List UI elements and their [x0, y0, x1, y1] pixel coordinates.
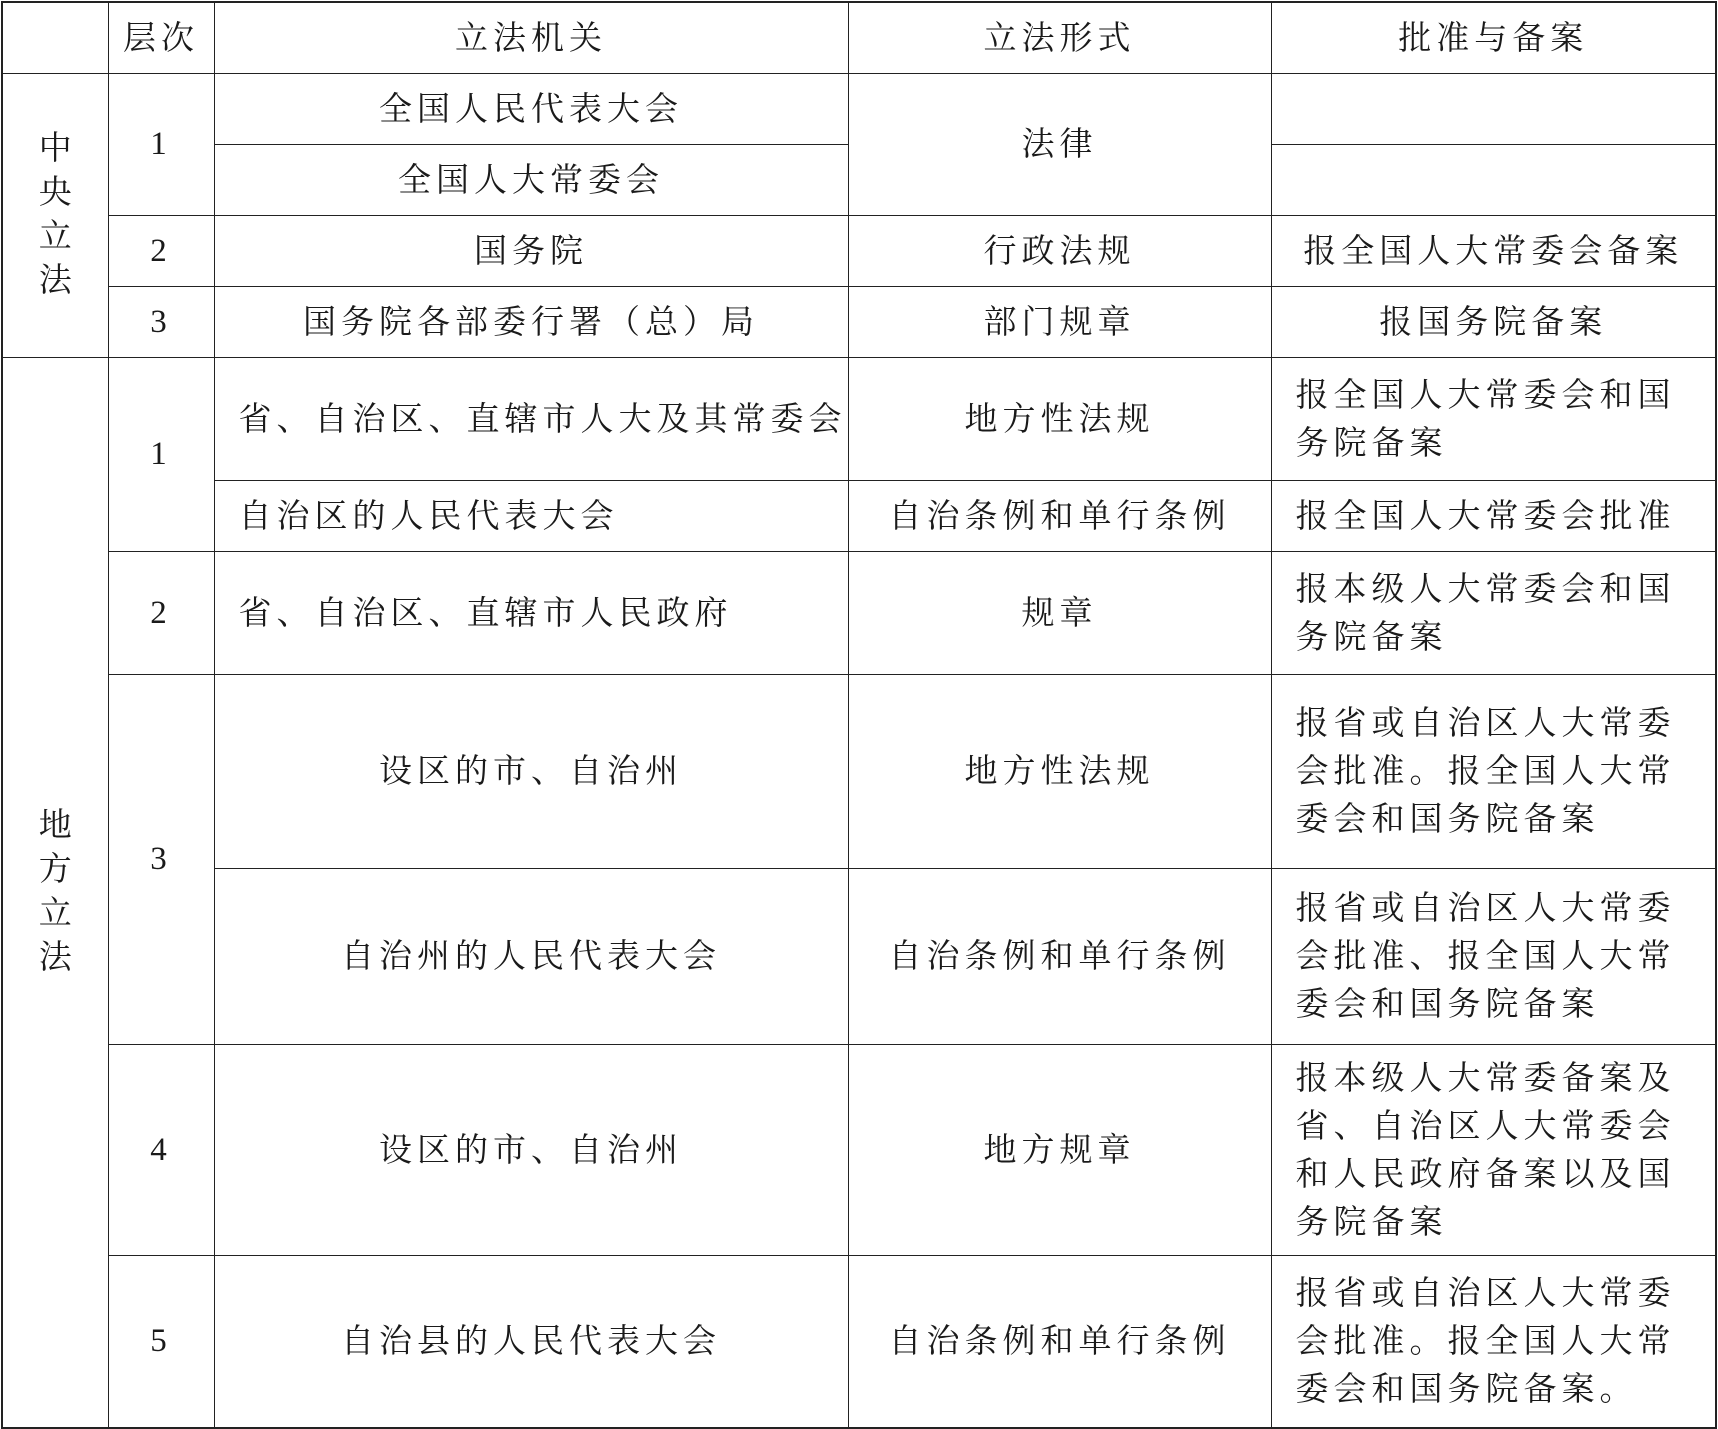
local-group-label: 地方立法 [38, 805, 72, 977]
table-row [2, 480, 1716, 551]
central-form-dept-rules: 部门规章 [848, 286, 1271, 357]
table-row [2, 868, 1716, 1044]
local-level-1: 1 [108, 357, 214, 551]
table-row [2, 286, 1716, 357]
table-row [2, 215, 1716, 286]
local-organ-autonomous-county-congress: 自治县的人民代表大会 [214, 1255, 848, 1428]
header-approval: 批准与备案 [1271, 2, 1716, 73]
header-blank-cell [2, 2, 108, 73]
central-group-cell [2, 73, 108, 357]
local-form-local-reg-3: 地方性法规 [848, 674, 1271, 868]
local-level-2: 2 [108, 551, 214, 674]
local-group-cell [2, 357, 108, 1428]
central-approval-npcsc [1271, 144, 1716, 215]
local-level-3: 3 [108, 674, 214, 1044]
local-level-4: 4 [108, 1044, 214, 1255]
table-row [2, 551, 1716, 674]
central-organ-npcsc: 全国人大常委会 [214, 144, 848, 215]
local-form-local-rules: 地方规章 [848, 1044, 1271, 1255]
central-approval-npc [1271, 73, 1716, 144]
header-organ: 立法机关 [214, 2, 848, 73]
central-organ-npc: 全国人民代表大会 [214, 73, 848, 144]
header-form: 立法形式 [848, 2, 1271, 73]
local-form-autonomy-reg-1: 自治条例和单行条例 [848, 480, 1271, 551]
local-approval-autonomous-prefecture: 报省或自治区人大常委会批准、报全国人大常委会和国务院备案 [1271, 868, 1716, 1044]
local-organ-districted-city-gov: 设区的市、自治州 [214, 1044, 848, 1255]
central-organ-state-council: 国务院 [214, 215, 848, 286]
header-row [2, 2, 1716, 73]
local-approval-districted-city-gov: 报本级人大常委备案及省、自治区人大常委会和人民政府备案以及国务院备案 [1271, 1044, 1716, 1255]
local-approval-provincial-congress: 报全国人大常委会和国务院备案 [1271, 357, 1716, 480]
central-level-1: 1 [108, 73, 214, 215]
local-organ-provincial-congress: 省、自治区、直辖市人大及其常委会 [214, 357, 848, 480]
local-approval-autonomous-region: 报全国人大常委会批准 [1271, 480, 1716, 551]
local-approval-autonomous-county: 报省或自治区人大常委会批准。报全国人大常委会和国务院备案。 [1271, 1255, 1716, 1428]
table-row [2, 357, 1716, 480]
central-approval-state-council: 报全国人大常委会备案 [1271, 215, 1716, 286]
central-organ-ministries: 国务院各部委行署（总）局 [214, 286, 848, 357]
central-approval-ministries: 报国务院备案 [1271, 286, 1716, 357]
local-organ-districted-city: 设区的市、自治州 [214, 674, 848, 868]
local-form-autonomy-reg-3: 自治条例和单行条例 [848, 868, 1271, 1044]
local-approval-provincial-government: 报本级人大常委会和国务院备案 [1271, 551, 1716, 674]
central-form-admin-reg: 行政法规 [848, 215, 1271, 286]
local-form-rules: 规章 [848, 551, 1271, 674]
table-row [2, 1255, 1716, 1428]
local-approval-districted-city: 报省或自治区人大常委会批准。报全国人大常委会和国务院备案 [1271, 674, 1716, 868]
local-level-5: 5 [108, 1255, 214, 1428]
central-form-law: 法律 [848, 73, 1271, 215]
local-form-autonomy-reg-5: 自治条例和单行条例 [848, 1255, 1271, 1428]
table-row [2, 73, 1716, 144]
local-organ-provincial-government: 省、自治区、直辖市人民政府 [214, 551, 848, 674]
local-organ-autonomous-prefecture-congress: 自治州的人民代表大会 [214, 868, 848, 1044]
legislation-hierarchy-table [1, 1, 1717, 1429]
table-row [2, 1044, 1716, 1255]
central-group-label: 中央立法 [38, 128, 72, 299]
table-row [2, 674, 1716, 868]
central-level-2: 2 [108, 215, 214, 286]
header-level: 层次 [108, 2, 214, 73]
local-form-local-reg-1: 地方性法规 [848, 357, 1271, 480]
central-level-3: 3 [108, 286, 214, 357]
local-organ-autonomous-region-congress: 自治区的人民代表大会 [214, 480, 848, 551]
